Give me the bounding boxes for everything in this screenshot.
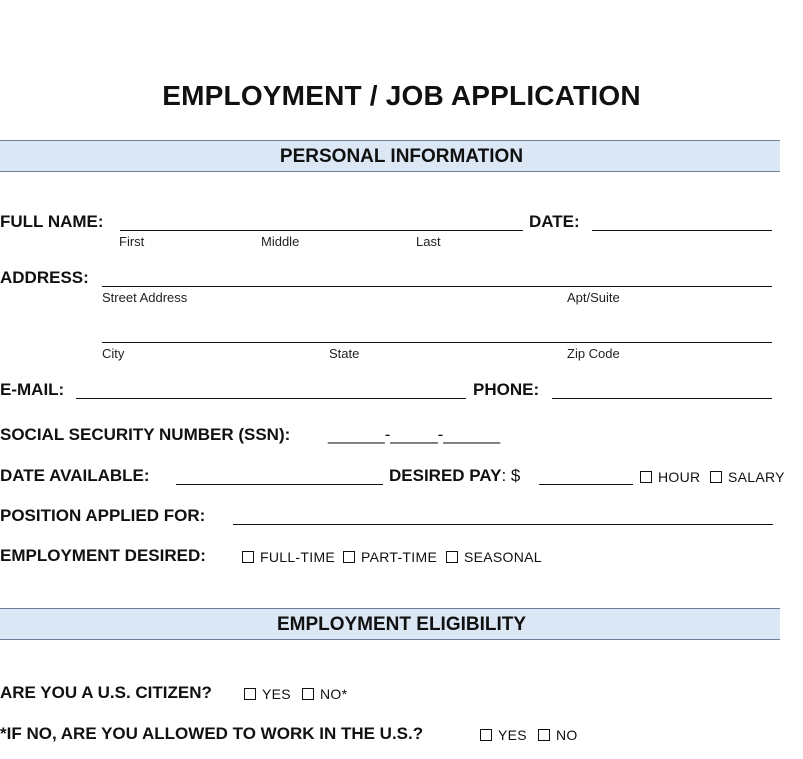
work-yes-option[interactable]	[480, 727, 527, 743]
full-name-field[interactable]	[120, 230, 523, 231]
salary-option[interactable]	[710, 469, 785, 485]
city-state-zip-field[interactable]	[102, 342, 772, 343]
salary-checkbox[interactable]	[710, 471, 722, 483]
full-time-checkbox[interactable]	[242, 551, 254, 563]
employment-desired-label: EMPLOYMENT DESIRED:	[0, 546, 206, 565]
city-caption: City	[102, 346, 125, 361]
ssn-label: SOCIAL SECURITY NUMBER (SSN):	[0, 425, 291, 444]
citizen-no-option[interactable]	[302, 686, 347, 702]
zip-code-caption: Zip Code	[567, 346, 620, 361]
name-middle-caption: Middle	[261, 234, 300, 249]
phone-label: PHONE:	[473, 380, 540, 399]
date-available-label: DATE AVAILABLE:	[0, 466, 150, 485]
citizen-yes-label: YES	[262, 686, 291, 702]
street-address-caption: Street Address	[102, 290, 188, 305]
work-authorization-question: *IF NO, ARE YOU ALLOWED TO WORK IN THE U.S.?	[0, 724, 424, 743]
hour-label: HOUR	[658, 469, 701, 485]
desired-pay-field[interactable]	[539, 484, 633, 485]
section-header-personal	[0, 140, 780, 172]
desired-pay-dollar: : $	[501, 466, 521, 485]
desired-pay-label	[389, 466, 520, 486]
street-address-field[interactable]	[102, 286, 772, 287]
seasonal-label: SEASONAL	[464, 549, 542, 565]
work-no-label: NO	[556, 727, 578, 743]
citizen-no-checkbox[interactable]	[302, 688, 314, 700]
page-title: EMPLOYMENT / JOB APPLICATION	[162, 80, 641, 111]
work-no-option[interactable]	[538, 727, 578, 743]
work-yes-checkbox[interactable]	[480, 729, 492, 741]
position-label: POSITION APPLIED FOR:	[0, 506, 206, 525]
citizen-yes-checkbox[interactable]	[244, 688, 256, 700]
citizen-yes-option[interactable]	[244, 686, 291, 702]
full-time-option[interactable]	[242, 549, 335, 565]
date-field[interactable]	[592, 230, 772, 231]
position-field[interactable]	[233, 524, 773, 525]
name-last-caption: Last	[416, 234, 441, 249]
email-field[interactable]	[76, 398, 466, 399]
part-time-checkbox[interactable]	[343, 551, 355, 563]
name-first-caption: First	[119, 234, 145, 249]
email-label: E-MAIL:	[0, 380, 65, 399]
salary-label: SALARY	[728, 469, 785, 485]
ssn-field[interactable]: ______-_____-______	[328, 425, 501, 444]
section-title: PERSONAL INFORMATION	[279, 146, 524, 167]
work-yes-label: YES	[498, 727, 527, 743]
section-title: EMPLOYMENT ELIGIBILITY	[276, 614, 527, 635]
section-header-eligibility	[0, 608, 780, 640]
seasonal-checkbox[interactable]	[446, 551, 458, 563]
state-caption: State	[329, 346, 360, 361]
citizen-question: ARE YOU A U.S. CITIZEN?	[0, 683, 212, 702]
hour-option[interactable]	[640, 469, 700, 485]
date-available-field[interactable]	[176, 484, 383, 485]
part-time-option[interactable]	[343, 549, 437, 565]
full-name-label: FULL NAME:	[0, 212, 104, 231]
citizen-no-label: NO*	[320, 686, 348, 702]
seasonal-option[interactable]	[446, 549, 542, 565]
desired-pay-text: DESIRED PAY	[389, 466, 502, 485]
phone-field[interactable]	[552, 398, 772, 399]
full-time-label: FULL-TIME	[260, 549, 336, 565]
hour-checkbox[interactable]	[640, 471, 652, 483]
part-time-label: PART-TIME	[361, 549, 438, 565]
apt-suite-caption: Apt/Suite	[567, 290, 620, 305]
work-no-checkbox[interactable]	[538, 729, 550, 741]
address-label: ADDRESS:	[0, 268, 89, 287]
date-label: DATE:	[529, 212, 580, 231]
